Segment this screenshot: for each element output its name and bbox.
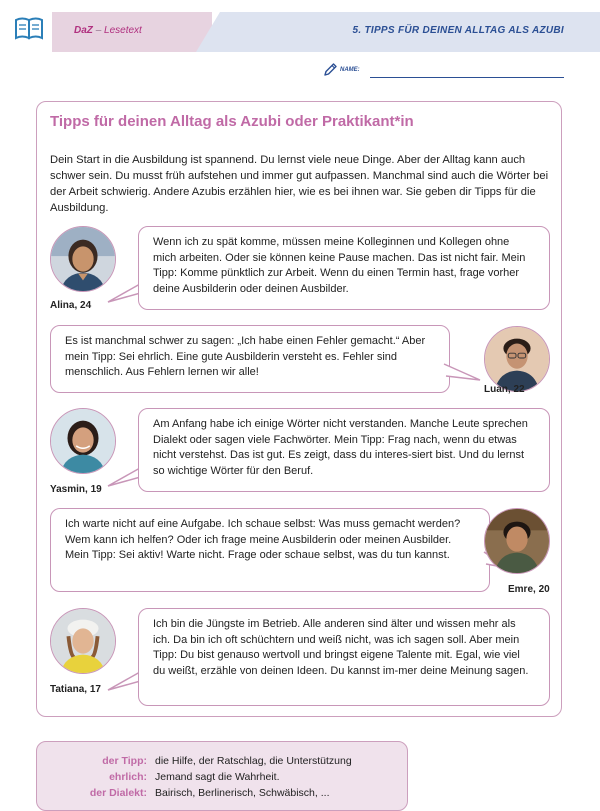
series-label (74, 25, 142, 36)
vocab-definition: die Hilfe, der Ratschlag, die Unterstützung (155, 755, 352, 767)
testimonial-text-emre: Ich warte nicht auf eine Aufgabe. Ich schaue selbst: Was muss gemacht werden? Wem kann ich helfen? Oder ich frage meine Ausbilderin oder meinen Ausbilder. Mein Tipp: Sei aktiv! Warte nicht. Frage oder schaue selbst, was du tun kannst. (65, 518, 461, 561)
vocabulary-box (36, 741, 408, 811)
series-name: Lesetext (104, 25, 142, 36)
speech-tail (440, 360, 484, 384)
intro-text: Dein Start in die Ausbildung ist spannend. Du lernst viele neue Dinge. Aber der Alltag kann auch schwer sein. Du musst früh aufstehen und immer gut aufpassen. Manchmal sind auch die Wörter bei der Arbeit schwierig. Andere Azubis erzählen hier, wie es bei ihnen war. Sie geben dir Tipps für die Ausbildung. (50, 154, 549, 214)
testimonial-text-yasmin: Am Anfang habe ich einige Wörter nicht verstanden. Manche Leute sprechen Dialekt oder sagen viele Fachwörter. Mein Tipp: Frag nach, wenn du etwas nicht verstehst. Das ist gut. Es zeigt, dass du interes-siert bist. Und du lernst so wichtige Wörter für den Beruf. (153, 418, 528, 477)
person-name-tatiana: Tatiana, 17 (50, 684, 101, 695)
avatar-luan (484, 326, 550, 392)
testimonial-text-alina: Wenn ich zu spät komme, müssen meine Kolleginnen und Kollegen ohne mich arbeiten. Oder sie können keine Pause machen. Das ist nicht fair. Mein Tipp: Komme pünktlich zur Arbeit. Wenn du einen Termin hast, frage vorher deine Ausbilderin oder deinen Ausbilder. (153, 236, 526, 295)
speech-bubble-alina (138, 226, 550, 310)
person-name-alina: Alina, 24 (50, 300, 92, 311)
book-icon (14, 16, 44, 42)
avatar-emre (484, 508, 550, 574)
person-name-luan: Luan, 22 (484, 384, 525, 395)
avatar-tatiana (50, 608, 116, 674)
avatar-yasmin (50, 408, 116, 474)
chapter-title: 5. TIPPS FÜR DEINEN ALLTAG ALS AZUBI (352, 25, 564, 36)
speech-bubble-yasmin (138, 408, 550, 492)
pen-icon (322, 62, 338, 78)
speech-bubble-emre (50, 508, 490, 592)
testimonial-text-tatiana: Ich bin die Jüngste im Betrieb. Alle anderen sind älter und wissen mehr als ich. Da bin ich oft schüchtern und weiß nicht, was ich sagen soll. Aber mein Tipp: Du bist genauso wertvoll und bringst eigene Talente mit. Egal, wie viel du weißt, erzähle von deinen Ideen. Du kannst im-mer deine Meinung sagen. (153, 618, 529, 677)
testimonial-text-luan: Es ist manchmal schwer zu sagen: „Ich habe einen Fehler gemacht.“ Aber mein Tipp: Sei ehrlich. Eine gute Ausbilderin versteht es. Fehler sind menschlich. Aus Fehlern lernen wir alle! (65, 335, 426, 378)
speech-bubble-luan (50, 325, 450, 393)
vocab-term: der Dialekt: (89, 787, 147, 799)
vocab-definition: Bairisch, Berlinerisch, Schwäbisch, ... (155, 787, 330, 799)
person-name-yasmin: Yasmin, 19 (50, 484, 102, 495)
series-separator: – (95, 25, 102, 36)
vocab-definition: Jemand sagt die Wahrheit. (155, 771, 280, 783)
person-name-emre: Emre, 20 (508, 584, 550, 595)
page-title: Tipps für deinen Alltag als Azubi oder Praktikant*in (50, 113, 414, 130)
name-label: NAME: (340, 67, 360, 73)
speech-bubble-tatiana (138, 608, 550, 706)
vocab-term: der Tipp: (102, 755, 147, 767)
series-prefix: DaZ (74, 25, 93, 36)
page-header (0, 0, 600, 52)
vocab-term: ehrlich: (109, 771, 147, 783)
name-field[interactable] (370, 77, 564, 78)
